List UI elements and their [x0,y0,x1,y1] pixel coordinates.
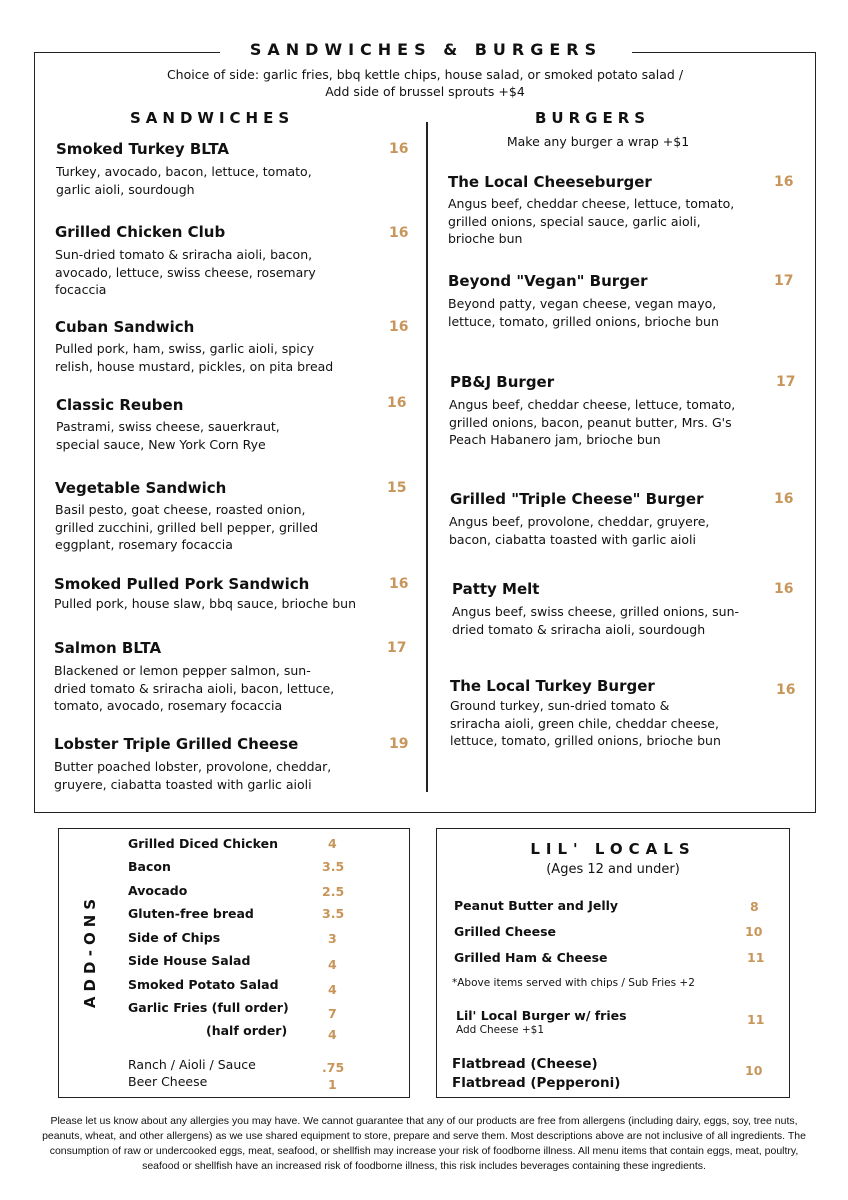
menu-item-name: Classic Reuben [56,396,184,414]
addon-price: .75 [322,1060,345,1075]
addon-price: 2.5 [322,884,345,899]
desc-line: garlic aioli, sourdough [56,181,195,197]
menu-item-price: 16 [387,395,407,411]
menu-item-price: 16 [389,576,409,592]
menu-item-price: 17 [387,640,407,656]
menu-item-price: 16 [774,491,794,507]
desc-line: Basil pesto, goat cheese, roasted onion, [55,502,306,517]
addon-name: Bacon [128,859,171,874]
desc-line: sriracha aioli, green chile, cheddar cheese, [450,715,719,731]
desc-line: brioche bun [448,231,523,246]
desc-line: Sun-dried tomato & sriracha aioli, bacon, [55,247,313,262]
addon-price: 4 [328,1027,337,1042]
addon-price: 3.5 [322,859,345,874]
menu-item-name: Vegetable Sandwich [55,479,227,497]
desc-line: Pastrami, swiss cheese, sauerkraut, [56,419,280,434]
side-note-line1: Choice of side: garlic fries, bbq kettle chips, house salad, or smoked potato salad / [166,67,684,82]
menu-item-price: 16 [389,319,409,335]
allergy-notice: Please let us know about any allergies you may have. We cannot guarantee that any of our products are free from allergens (including dairy, eggs, soy, tree nuts, peanuts, wheat, and other allergens) as we use shared equipment to store, prepare and serve them. Most descriptions above are not inclusive of all ingredients. The consumption of raw or undercooked eggs, meat, seafood, or shellfish may increase your risk of foodborne illness. All menu items that contain eggs, meat, poultry, seafood or shellfish have an increased risk of foodborne illness, this risk includes beverages containing these ingredients. [42,1115,806,1172]
addon-price: 1 [328,1077,337,1092]
desc-line: dried tomato & sriracha aioli, sourdough [452,621,706,637]
burgers-title: BURGERS [535,109,651,127]
addon-price: 4 [328,957,337,972]
side-note [60,66,790,100]
addon-price: 3.5 [322,906,345,921]
menu-item-price: 16 [774,581,794,597]
desc-line: lettuce, tomato, grilled onions, brioche bun [448,313,719,329]
desc-line: focaccia [55,282,107,297]
desc-line: Angus beef, provolone, cheddar, gruyere, [449,514,710,529]
menu-item-desc [56,163,312,198]
menu-item-name: Cuban Sandwich [55,318,195,336]
lil-locals-subtitle: (Ages 12 and under) [546,862,680,877]
menu-item-name: PB&J Burger [450,373,555,391]
desc-line: Ground turkey, sun-dried tomato & [450,698,670,713]
kids-item-name: Grilled Ham & Cheese [454,950,608,965]
desc-line: Angus beef, swiss cheese, grilled onions, sun- [452,604,740,619]
desc-line: Angus beef, cheddar cheese, lettuce, tomato, [448,196,735,211]
kids-burger-price: 11 [747,1012,765,1027]
menu-item-desc [450,697,721,750]
sandwiches-title: SANDWICHES [130,109,295,127]
desc-line: eggplant, rosemary focaccia [55,537,233,552]
desc-line: lettuce, tomato, grilled onions, brioche bun [450,733,721,748]
menu-item-price: 15 [387,480,407,496]
desc-line: grilled onions, bacon, peanut butter, Mrs. G's [449,414,732,430]
menu-item-price: 16 [776,682,796,698]
main-title: SANDWICHES & BURGERS [249,40,603,59]
desc-line: Beyond patty, vegan cheese, vegan mayo, [448,296,717,311]
menu-item-price: 17 [776,374,796,390]
desc-line: Blackened or lemon pepper salmon, sun- [54,663,311,678]
menu-item-name: Smoked Pulled Pork Sandwich [54,575,310,593]
addon-name: Avocado [128,883,188,898]
desc-line: grilled onions, special sauce, garlic aioli, [448,213,701,229]
desc-line: gruyere, ciabatta toasted with garlic aioli [54,776,312,792]
menu-item-name: Grilled "Triple Cheese" Burger [450,490,704,508]
addon-name: Beer Cheese [128,1074,208,1089]
menu-item-desc [452,603,739,638]
menu-item-desc [56,418,280,453]
menu-item-name: Smoked Turkey BLTA [56,140,230,158]
desc-line: grilled zucchini, grilled bell pepper, grilled [55,519,319,535]
addon-name: Garlic Fries (full order) [128,1000,289,1015]
addon-price: 4 [328,982,337,997]
menu-item-desc [448,295,719,330]
desc-line: tomato, avocado, rosemary focaccia [54,698,283,713]
menu-item-name: Grilled Chicken Club [55,223,226,241]
flatbread-pepperoni: Flatbread (Pepperoni) [452,1075,621,1091]
desc-line: Turkey, avocado, bacon, lettuce, tomato, [56,164,312,179]
addon-price: 4 [328,836,337,851]
side-note-line2: Add side of brussel sprouts +$4 [325,84,525,99]
column-divider [426,122,428,792]
main-title-wrap [220,38,632,62]
desc-line: bacon, ciabatta toasted with garlic aioli [449,531,696,547]
menu-item-name: The Local Turkey Burger [450,677,655,695]
desc-line: dried tomato & sriracha aioli, bacon, lettuce, [54,680,335,696]
menu-item-name: The Local Cheeseburger [448,173,652,191]
addon-name: Grilled Diced Chicken [128,836,279,851]
addon-name: Side House Salad [128,953,251,968]
desc-line: Pulled pork, house slaw, bbq sauce, brioche bun [54,596,356,611]
menu-item-desc [54,662,334,715]
addon-price: 7 [328,1006,337,1021]
menu-item-desc [448,195,734,248]
addon-name: Ranch / Aioli / Sauce [128,1057,256,1072]
menu-item-desc [55,340,333,375]
kids-burger-note: Add Cheese +$1 [456,1024,544,1036]
kids-item-price: 11 [747,950,765,965]
addon-name: (half order) [206,1023,288,1038]
menu-item-price: 16 [774,174,794,190]
chips-note: *Above items served with chips / Sub Fries +2 [452,977,695,989]
menu-item-desc [55,246,316,299]
menu-item-desc [54,758,331,793]
menu-item-price: 16 [389,141,409,157]
desc-line: Butter poached lobster, provolone, cheddar, [54,759,332,774]
addons-title-wrap [64,888,116,1013]
addon-name: Smoked Potato Salad [128,977,279,992]
menu-item-name: Salmon BLTA [54,639,162,657]
addon-name: Side of Chips [128,930,221,945]
desc-line: special sauce, New York Corn Rye [56,436,266,452]
kids-item-name: Peanut Butter and Jelly [454,898,619,913]
burgers-subtitle: Make any burger a wrap +$1 [506,134,690,149]
menu-item-price: 16 [389,225,409,241]
addon-name: Gluten-free bread [128,906,254,921]
menu-item-price: 19 [389,736,409,752]
desc-line: avocado, lettuce, swiss cheese, rosemary [55,264,316,280]
lil-locals-title: LIL' LOCALS [530,840,696,858]
menu-item-name: Lobster Triple Grilled Cheese [54,735,299,753]
flatbread-price: 10 [745,1063,763,1078]
desc-line: Pulled pork, ham, swiss, garlic aioli, spicy [55,341,314,356]
desc-line: Peach Habanero jam, brioche bun [449,432,661,447]
kids-item-name: Grilled Cheese [454,924,557,939]
desc-line: relish, house mustard, pickles, on pita bread [55,358,334,374]
menu-item-desc [449,513,709,548]
kids-burger-name: Lil' Local Burger w/ fries [456,1008,627,1023]
menu-item-desc [55,501,318,554]
kids-item-price: 10 [745,924,763,939]
menu-item-price: 17 [774,273,794,289]
addon-price: 3 [328,931,337,946]
menu-item-name: Patty Melt [452,580,540,598]
addons-title: ADD-ONS [81,893,99,1008]
menu-item-name: Beyond "Vegan" Burger [448,272,648,290]
menu-item-desc [54,595,356,613]
desc-line: Angus beef, cheddar cheese, lettuce, tomato, [449,397,736,412]
menu-item-desc [449,396,735,449]
kids-item-price: 8 [750,899,759,914]
flatbread-cheese: Flatbread (Cheese) [452,1056,598,1072]
